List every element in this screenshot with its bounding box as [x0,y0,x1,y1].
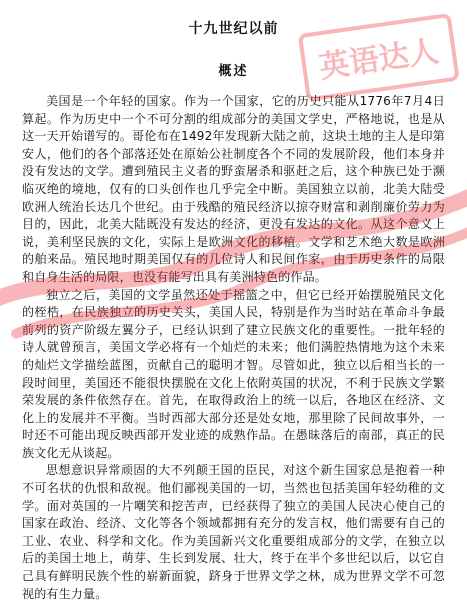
paragraph-1: 美国是一个年轻的国家。作为一个国家，它的历史只能从1776年7月4日算起。作为历史中一个不可分割的组成部分的美国文学史，严格地说，也是从这一天开始谱写的。哥伦布在1492年发现新大陆之前，这块土地的主人是印第安人，他们的各个部落还处在原始公社制度各个不同的发展阶段，他们本身并没有发达的文学。遭到殖民主义者的野蛮屠杀和驱赶之后，这个种族已处于濒临灭绝的境地，仅有的口头创作也几乎完全中断。美国独立以前，北美大陆受欧洲人统治长达几个世纪。由于残酷的殖民经济以掠夺财富和剥削廉价劳力为目的，因此，北美大陆既没有发达的经济，更没有发达的文化。从这个意义上说，美利坚民族的文化，实际上是欧洲文化的移植。文学和艺术绝大数是欧洲的舶来品。殖民地时期美国仅有的几位诗人和民间作家，由于历史条件的局限和自身生活的局限，也没有能写出具有美洲特色的作品。 [22,94,445,284]
document-title: 十九世纪以前 [188,21,279,37]
svg-text:英语达人: 英语达人 [317,34,441,86]
paragraph-2: 独立之后，美国的文学虽然还处于摇篮之中，但它已经开始摆脱殖民文化的桎梏，在民族独立的历史关头，美国人民，特别是作为当时站在革命斗争最前列的资产阶级左翼分子，已经认识到了建立民族文化的重要性。一批年轻的诗人就曾预言，美国文学必将有一个灿烂的未来；他们满腔热情地为这个未来的灿烂文学描绘蓝图，贡献自己的聪明才智。尽管如此，独立以后相当长的一段时间里，美国还不能很快摆脱在文化上依附英国的状况，不利于民族文学繁荣发展的条件依然存在。首先，在取得政治上的统一以后，各地区在经济、文化上的发展并不平衡。当时西部大部分还是处女地，那里除了民间故事外，一时还不可能出现反映西部开发业迹的成熟作品。在愚昧落后的南部，真正的民族文化无从谈起。 [22,287,445,460]
paragraph-3: 思想意识异常顽固的大不列颠王国的臣民，对这个新生国家总是抱着一种不可名状的仇恨和敌视。他们鄙视美国的一切，当然也包括美国年轻幼稚的文学。面对英国的一片嘲笑和挖苦声，已经获得了独立的美国人民决心使自己的国家在政治、经济、文化等各个领域都拥有充分的发言权，他们需要有自己的工业、农业、科学和文化。作为美国新兴文化重要组成部分的文学，在独立以后的美国土地上，萌芽、生长到发展、壮大，终于在半个多世纪以后，以它自己具有鲜明民族个性的崭新面貌，跻身于世界文学之林，成为世界文学不可忽视的有生力量。 [22,463,445,601]
section-heading: 概述 [218,64,249,79]
